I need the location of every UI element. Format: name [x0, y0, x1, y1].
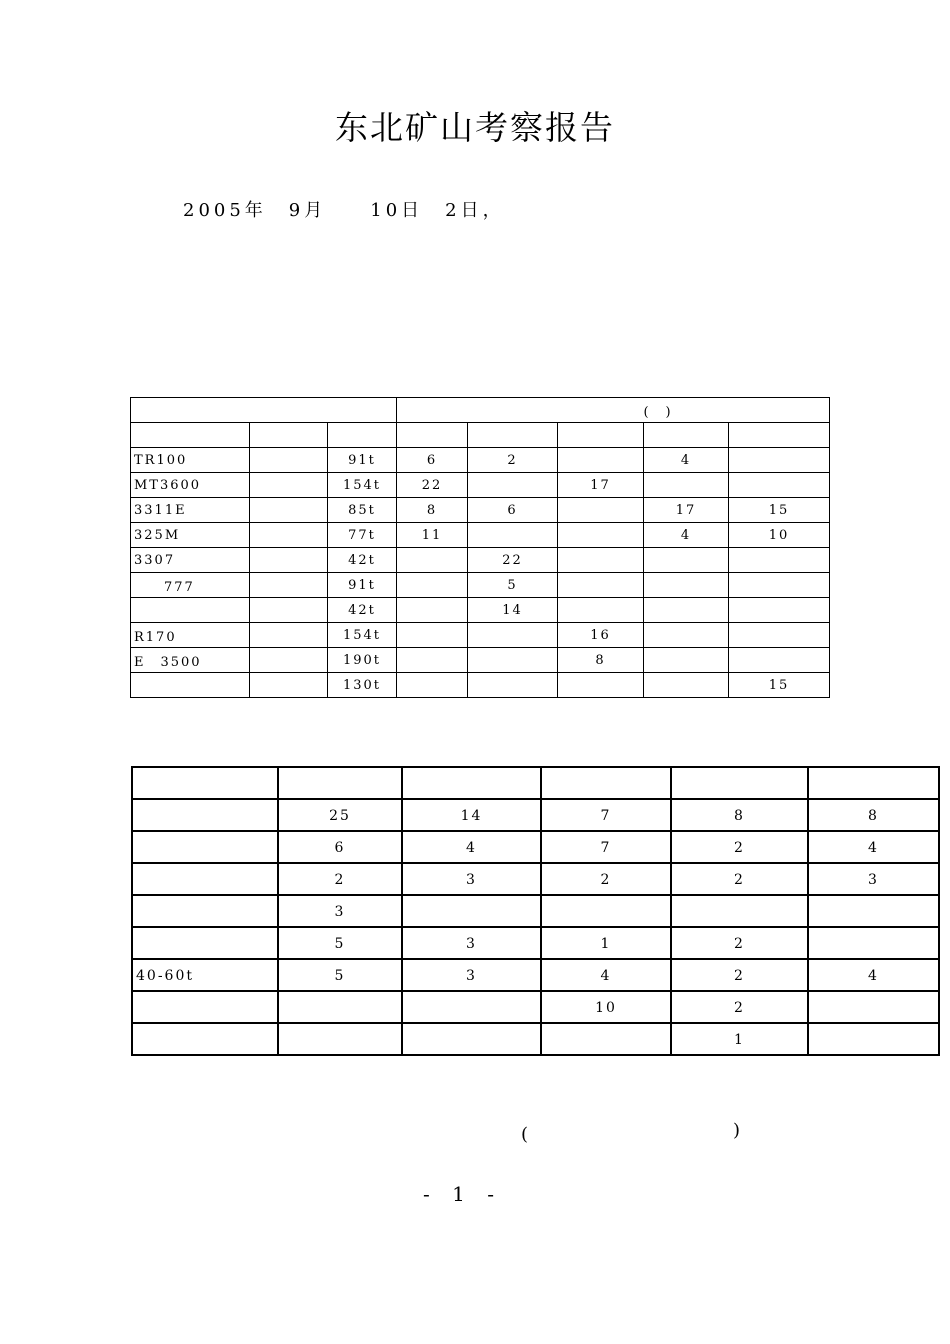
table2-column-header — [278, 767, 402, 799]
table1-cell — [558, 448, 644, 473]
table2-column-header — [132, 767, 278, 799]
table1-cell — [644, 598, 729, 623]
table-row — [131, 473, 830, 498]
table1-column-header — [558, 423, 644, 448]
table2-cell — [808, 927, 939, 959]
table-row — [131, 573, 830, 598]
table2-cell: 4 — [541, 959, 671, 991]
intro-line-3 — [132, 296, 528, 322]
footer-line-2c: ) — [733, 1120, 745, 1141]
table2-cell — [132, 895, 278, 927]
table1-cell — [468, 673, 558, 698]
table1-cell: 190t — [328, 648, 397, 673]
table-row — [131, 448, 830, 473]
table1-cell — [250, 548, 328, 573]
table1-cell: 154t — [328, 473, 397, 498]
table2-cell: 3 — [402, 863, 541, 895]
footer-line-1a — [183, 1070, 425, 1096]
table1-cell: 91t — [328, 573, 397, 598]
table2-cell: 8 — [808, 799, 939, 831]
table2-cell — [132, 991, 278, 1023]
table1-cell — [644, 473, 729, 498]
table2-cell: 5 — [278, 927, 402, 959]
table1-cell — [250, 448, 328, 473]
table-row — [132, 1023, 939, 1055]
table1-cell: 5 — [468, 573, 558, 598]
section-heading-2 — [183, 720, 535, 746]
table2-cell: 7 — [541, 831, 671, 863]
table2-cell: 2 — [671, 991, 808, 1023]
table-row — [132, 895, 939, 927]
table2-cell — [132, 831, 278, 863]
table2-cell — [541, 895, 671, 927]
table1-column-header — [328, 423, 397, 448]
table1-cell — [729, 648, 830, 673]
table1-cell: 3311E — [131, 498, 250, 523]
table2-cell — [808, 991, 939, 1023]
table1-cell: 4 — [644, 448, 729, 473]
table1-cell — [729, 448, 830, 473]
table1-cell — [558, 598, 644, 623]
table2-cell: 1 — [541, 927, 671, 959]
table2-cell: 3 — [402, 959, 541, 991]
table2-cell: 3 — [278, 895, 402, 927]
table1-cell — [250, 648, 328, 673]
table1-cell — [131, 598, 250, 623]
table2-cell: 2 — [671, 959, 808, 991]
table1-cell: 3307 — [131, 548, 250, 573]
footer-line-1d — [720, 1070, 830, 1096]
table1-cell: 42t — [328, 548, 397, 573]
table2-cell: 14 — [402, 799, 541, 831]
table1-cell: 11 — [397, 523, 468, 548]
table1-cell — [558, 548, 644, 573]
table1-cell: 10 — [729, 523, 830, 548]
table2-cell: 4 — [808, 959, 939, 991]
table2-cell: 2 — [671, 863, 808, 895]
table-row — [131, 548, 830, 573]
table1-cell: 22 — [397, 473, 468, 498]
table1-column-header — [131, 423, 250, 448]
table2-cell: 2 — [671, 927, 808, 959]
table1-cell: 15 — [729, 673, 830, 698]
table-row — [131, 498, 830, 523]
table2-cell: 4 — [402, 831, 541, 863]
table2-cell: 7 — [541, 799, 671, 831]
table1-cell — [250, 523, 328, 548]
footer-line-2a — [132, 1120, 462, 1146]
table-row — [131, 673, 830, 698]
table1-cell — [250, 473, 328, 498]
table1-cell — [558, 523, 644, 548]
table1-cell: 91t — [328, 448, 397, 473]
footer-line-1b — [476, 1070, 586, 1096]
table1-cell: 42t — [328, 598, 397, 623]
table1-cell — [729, 573, 830, 598]
table1-column-header — [250, 423, 328, 448]
table1-cell: 14 — [468, 598, 558, 623]
section-heading-1 — [183, 346, 359, 372]
table1-cell: 17 — [558, 473, 644, 498]
table2-cell — [808, 1023, 939, 1055]
table-row — [132, 991, 939, 1023]
table2-cell — [808, 895, 939, 927]
table1-column-header — [468, 423, 558, 448]
table2-column-header — [402, 767, 541, 799]
table1-cell: 325M — [131, 523, 250, 548]
table2-cell — [278, 991, 402, 1023]
footer-line-1c — [597, 1070, 707, 1096]
table1-cell: 8 — [397, 498, 468, 523]
intro-line-2 — [132, 246, 704, 272]
table1-cell — [558, 673, 644, 698]
table2-cell — [402, 1023, 541, 1055]
table1-cell: 6 — [397, 448, 468, 473]
table1-column-header — [397, 423, 468, 448]
table-row — [132, 831, 939, 863]
table-row — [132, 927, 939, 959]
table2-cell: 6 — [278, 831, 402, 863]
table1-cell: 16 — [558, 623, 644, 648]
intro-line-1: 2005年 9月 10日 2日， — [183, 200, 782, 221]
table1-cell — [397, 573, 468, 598]
table1-cell — [468, 523, 558, 548]
table2-cell — [671, 895, 808, 927]
table1-cell — [729, 473, 830, 498]
table1-cell — [397, 648, 468, 673]
table1-cell — [468, 648, 558, 673]
table1-cell — [468, 473, 558, 498]
table1-cell — [644, 548, 729, 573]
table1-cell: 15 — [729, 498, 830, 523]
table-row — [131, 623, 830, 648]
table2-cell — [132, 927, 278, 959]
table1-column-header — [729, 423, 830, 448]
table2-cell — [132, 863, 278, 895]
table1-cell — [644, 623, 729, 648]
table2-column-header — [671, 767, 808, 799]
table1-cell — [250, 623, 328, 648]
table1-cell — [558, 498, 644, 523]
table-row — [131, 523, 830, 548]
table1-cell: R170 — [131, 623, 250, 648]
table1-cell: 777 — [131, 573, 250, 598]
table1-cell: 17 — [644, 498, 729, 523]
table2-cell: 40-60t — [132, 959, 278, 991]
table1-cell: 4 — [644, 523, 729, 548]
table1-cell — [250, 498, 328, 523]
table1-cell: 77t — [328, 523, 397, 548]
equipment-table — [130, 397, 830, 698]
table-row — [132, 799, 939, 831]
page-title: 东北矿山考察报告 — [335, 108, 615, 147]
table2-cell — [132, 1023, 278, 1055]
table1-cell: 130t — [328, 673, 397, 698]
table1-cell — [250, 573, 328, 598]
table1-cell — [644, 673, 729, 698]
table1-cell: E 3500 — [131, 648, 250, 673]
table2-column-header — [541, 767, 671, 799]
table1-cell — [468, 623, 558, 648]
table2-cell: 25 — [278, 799, 402, 831]
table1-cell: TR100 — [131, 448, 250, 473]
table2-cell: 2 — [278, 863, 402, 895]
table1-cell: MT3600 — [131, 473, 250, 498]
table1-cell — [397, 548, 468, 573]
table1-cell — [729, 548, 830, 573]
table-row — [131, 598, 830, 623]
table2-cell — [402, 991, 541, 1023]
table1-cell: 2 — [468, 448, 558, 473]
table1-cell — [729, 598, 830, 623]
footer-line-2b: ( — [521, 1124, 709, 1145]
table2-cell — [402, 895, 541, 927]
table2-cell — [278, 1023, 402, 1055]
table2-column-header — [808, 767, 939, 799]
table2-cell: 5 — [278, 959, 402, 991]
table1-cell: 6 — [468, 498, 558, 523]
table1-cell — [729, 623, 830, 648]
table1-cell — [131, 673, 250, 698]
table2-cell: 2 — [541, 863, 671, 895]
table1-cell: 22 — [468, 548, 558, 573]
table1-header-left — [131, 398, 397, 423]
table-row — [132, 863, 939, 895]
table2-cell: 4 — [808, 831, 939, 863]
table1-cell — [397, 598, 468, 623]
table2-cell: 2 — [671, 831, 808, 863]
table2-cell: 8 — [671, 799, 808, 831]
table2-cell — [541, 1023, 671, 1055]
page-number: - 1 - — [423, 1182, 502, 1206]
table-row — [131, 648, 830, 673]
table1-cell — [644, 648, 729, 673]
table2-cell: 10 — [541, 991, 671, 1023]
table2-cell: 1 — [671, 1023, 808, 1055]
table-row — [132, 959, 939, 991]
table1-cell — [644, 573, 729, 598]
table1-column-header — [644, 423, 729, 448]
table1-cell — [558, 573, 644, 598]
table1-cell — [250, 598, 328, 623]
table1-cell — [397, 623, 468, 648]
summary-table — [131, 766, 940, 1056]
table1-cell — [397, 673, 468, 698]
table2-cell: 3 — [808, 863, 939, 895]
table1-cell: 85t — [328, 498, 397, 523]
table2-cell: 3 — [402, 927, 541, 959]
table1-cell: 154t — [328, 623, 397, 648]
table2-cell — [132, 799, 278, 831]
table1-cell: 8 — [558, 648, 644, 673]
table1-header-right: ( ) — [397, 398, 830, 423]
table1-cell — [250, 673, 328, 698]
